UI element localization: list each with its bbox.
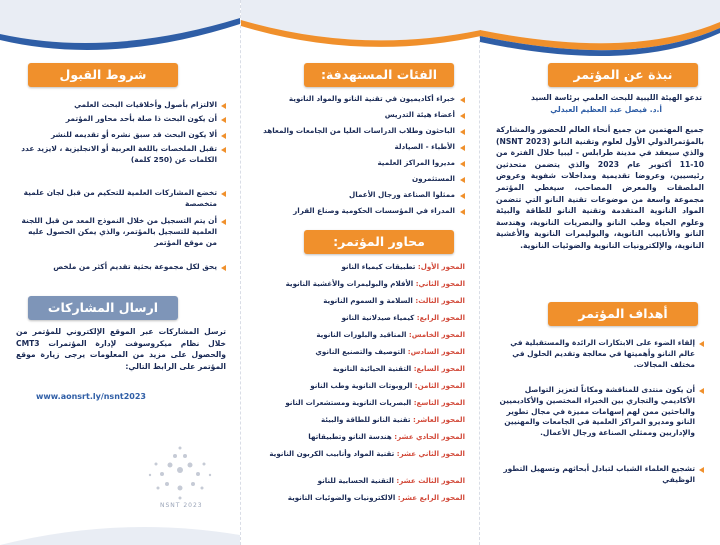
- condition-item: ألا يكون البحث قد سبق نشره أو تقديمه للنشر: [16, 130, 226, 141]
- axis-item: المحور التاسع: البصريات النانوية ومستشعرات النانو: [285, 398, 465, 407]
- audience-item: ممثلوا الصناعة ورجال الأعمال: [260, 190, 465, 201]
- logo-text: NSNT 2023: [160, 502, 203, 509]
- about-title: نبذة عن المؤتمر: [548, 63, 698, 87]
- axis-item: المحور السادس: التوصيف والتصنيع النانوي: [315, 347, 465, 356]
- decorative-swoosh: [241, 0, 481, 70]
- axis-item: المحور الثاني: الأفلام والبوليمرات والأغشية النانوية: [285, 279, 465, 288]
- about-intro: تدعو الهيئة الليبية للبحث العلمي برئاسة السيد أ.د. فيصل عبد العظيم العبدلي: [531, 93, 702, 114]
- audience-item: الأطباء - الصيادلة: [260, 142, 465, 153]
- goal-item: تشجيع العلماء الشباب لتبادل أبحاثهم وتسهيل التطور الوظيفي: [496, 464, 704, 486]
- audience-item: الباحثون وطلاب الدراسات العليا من الجامعات والمعاهد: [260, 126, 465, 137]
- axis-item: المحور السابع: التقنية الحيائية النانوية: [332, 364, 465, 373]
- axis-item: المحور الرابع عشر: الالكترونيات والضوئيات النانوية: [287, 493, 465, 502]
- decorative-swoosh: [480, 0, 720, 70]
- axes-title: محاور المؤتمر:: [304, 230, 454, 254]
- about-panel: [480, 0, 720, 545]
- about-body: جميع المهتمين من جميع أنحاء العالم للحضور والمشاركة بالمؤتمرالدولي الأول لعلوم وتقنية النانو (NSNT 2023) والذي سيعقد في مدينة طرابلس - ليبيا خلال الفترة من 10-11 أكتوبر عام 2023 والذي يتضمن متحدثين رئيسيين، وعروضا تقديمية ومداخلات شفوية وعروض الملصقات والمعرض المصاحب، سيغطي المؤتمر مجموعة واسعة من موضوعات تقنية النانو التي تتضمن المواد النانوية المتقدمة وتقنية النانو للطاقة والبيئة وعلوم الحياة وطب النانو والبصريات النانوية، وهندسة النانو والأنابيب النانوية، والبوليمرات النانوية والأغشية النانوية، والإلكترونيات النانوية والضوئيات النانوية.: [496, 125, 704, 250]
- condition-item: تقبل الملخصات باللغة العربية أو الانجليزية ، لايزيد عدد الكلمات عن (250 كلمة): [16, 144, 226, 166]
- condition-item: يحق لكل مجموعة بحثية تقديم أكثر من ملخص: [16, 262, 226, 273]
- axis-item: المحور الحادي عشر: هندسة النانو وتطبيقاتها: [308, 432, 465, 441]
- audience-title: الفئات المستهدفة:: [304, 63, 454, 87]
- conference-link[interactable]: www.aonsrt.ly/nsnt2023: [36, 392, 146, 401]
- audience-item: خبراء أكاديميون في تقنية النانو والمواد النانوية: [260, 94, 465, 105]
- axis-item: المحور العاشر: تقنية النانو للطاقة والبيئة: [320, 415, 465, 424]
- condition-item: أن يتم التسجيل من خلال النموذج المعد من قبل اللجنة العلمية للتسجيل بالمؤتمر، والذي يمكن الحصول عليه من موقع المؤتمر: [16, 216, 226, 248]
- goal-item: أن يكون منتدى للمناقشة ومكاناً لتعزيز التواصل الأكاديمي والتجاري بين الخبراء المختصين والأكاديميين والباحثين ممن لهم إسهامات مميزة في مجال تطوير النانو ومديرو المراكز العلمية في الجامعات والمهنيين والإداريين وممثلي الصناعة ورجال الأعمال.: [496, 385, 704, 439]
- axis-item: المحور الثاني عشر: تقنية المواد وأنابيب الكربون النانوية: [269, 449, 465, 458]
- axis-item: المحور الثالث: السلامة و السموم النانوية: [323, 296, 465, 305]
- condition-item: الالتزام بأصول وأخلاقيات البحث العلمي: [16, 100, 226, 111]
- condition-item: أن يكون البحث ذا صلة بأحد محاور المؤتمر: [16, 114, 226, 125]
- accept-title: شروط القبول: [28, 63, 178, 87]
- axis-item: المحور الثالث عشر: التقنية الحسابية للنانو: [317, 476, 465, 485]
- decorative-swoosh: [0, 0, 240, 70]
- condition-item: تخضع المشاركات العلمية للتحكيم من قبل لجان علمية متخصصة: [16, 188, 226, 210]
- audience-item: المدراء في المؤسسات الحكومية وصناع القرار: [260, 206, 465, 217]
- audience-panel: [240, 0, 480, 545]
- send-text: ترسل المشاركات عبر الموقع الإلكتروني للمؤتمر من خلال نظام ميكروسوفت لإدارة المؤتمرات CMT3 والحصول على مزيد من المعلومات يرجى زيارة موقع المؤتمر على الرابط التالي:: [16, 327, 226, 371]
- goal-item: إلقاء الضوء على الابتكارات الرائدة والمستقبلية في عالم النانو وأهميتها في معالجة وتقديم الحلول في مختلف المجالات.: [496, 338, 704, 370]
- axis-item: المحور الأول: تطبيقات كيمياء النانو: [341, 262, 465, 271]
- decorative-bottom-swoosh: [0, 505, 240, 545]
- conditions-panel: [0, 0, 240, 545]
- send-title: ارسال المشاركات: [28, 296, 178, 320]
- axis-item: المحور الرابع: كيمياء صيدلانية النانو: [341, 313, 465, 322]
- goals-title: أهداف المؤتمر: [548, 302, 698, 326]
- axis-item: المحور الخامس: المناقيد والبلورات النانوية: [316, 330, 465, 339]
- axis-item: المحور الثامن: الروبوتات النانوية وطب النانو: [310, 381, 465, 390]
- audience-item: مديروا المراكز العلمية: [260, 158, 465, 169]
- audience-item: المستثمرون: [260, 174, 465, 185]
- audience-item: أعضاء هيئة التدريس: [260, 110, 465, 121]
